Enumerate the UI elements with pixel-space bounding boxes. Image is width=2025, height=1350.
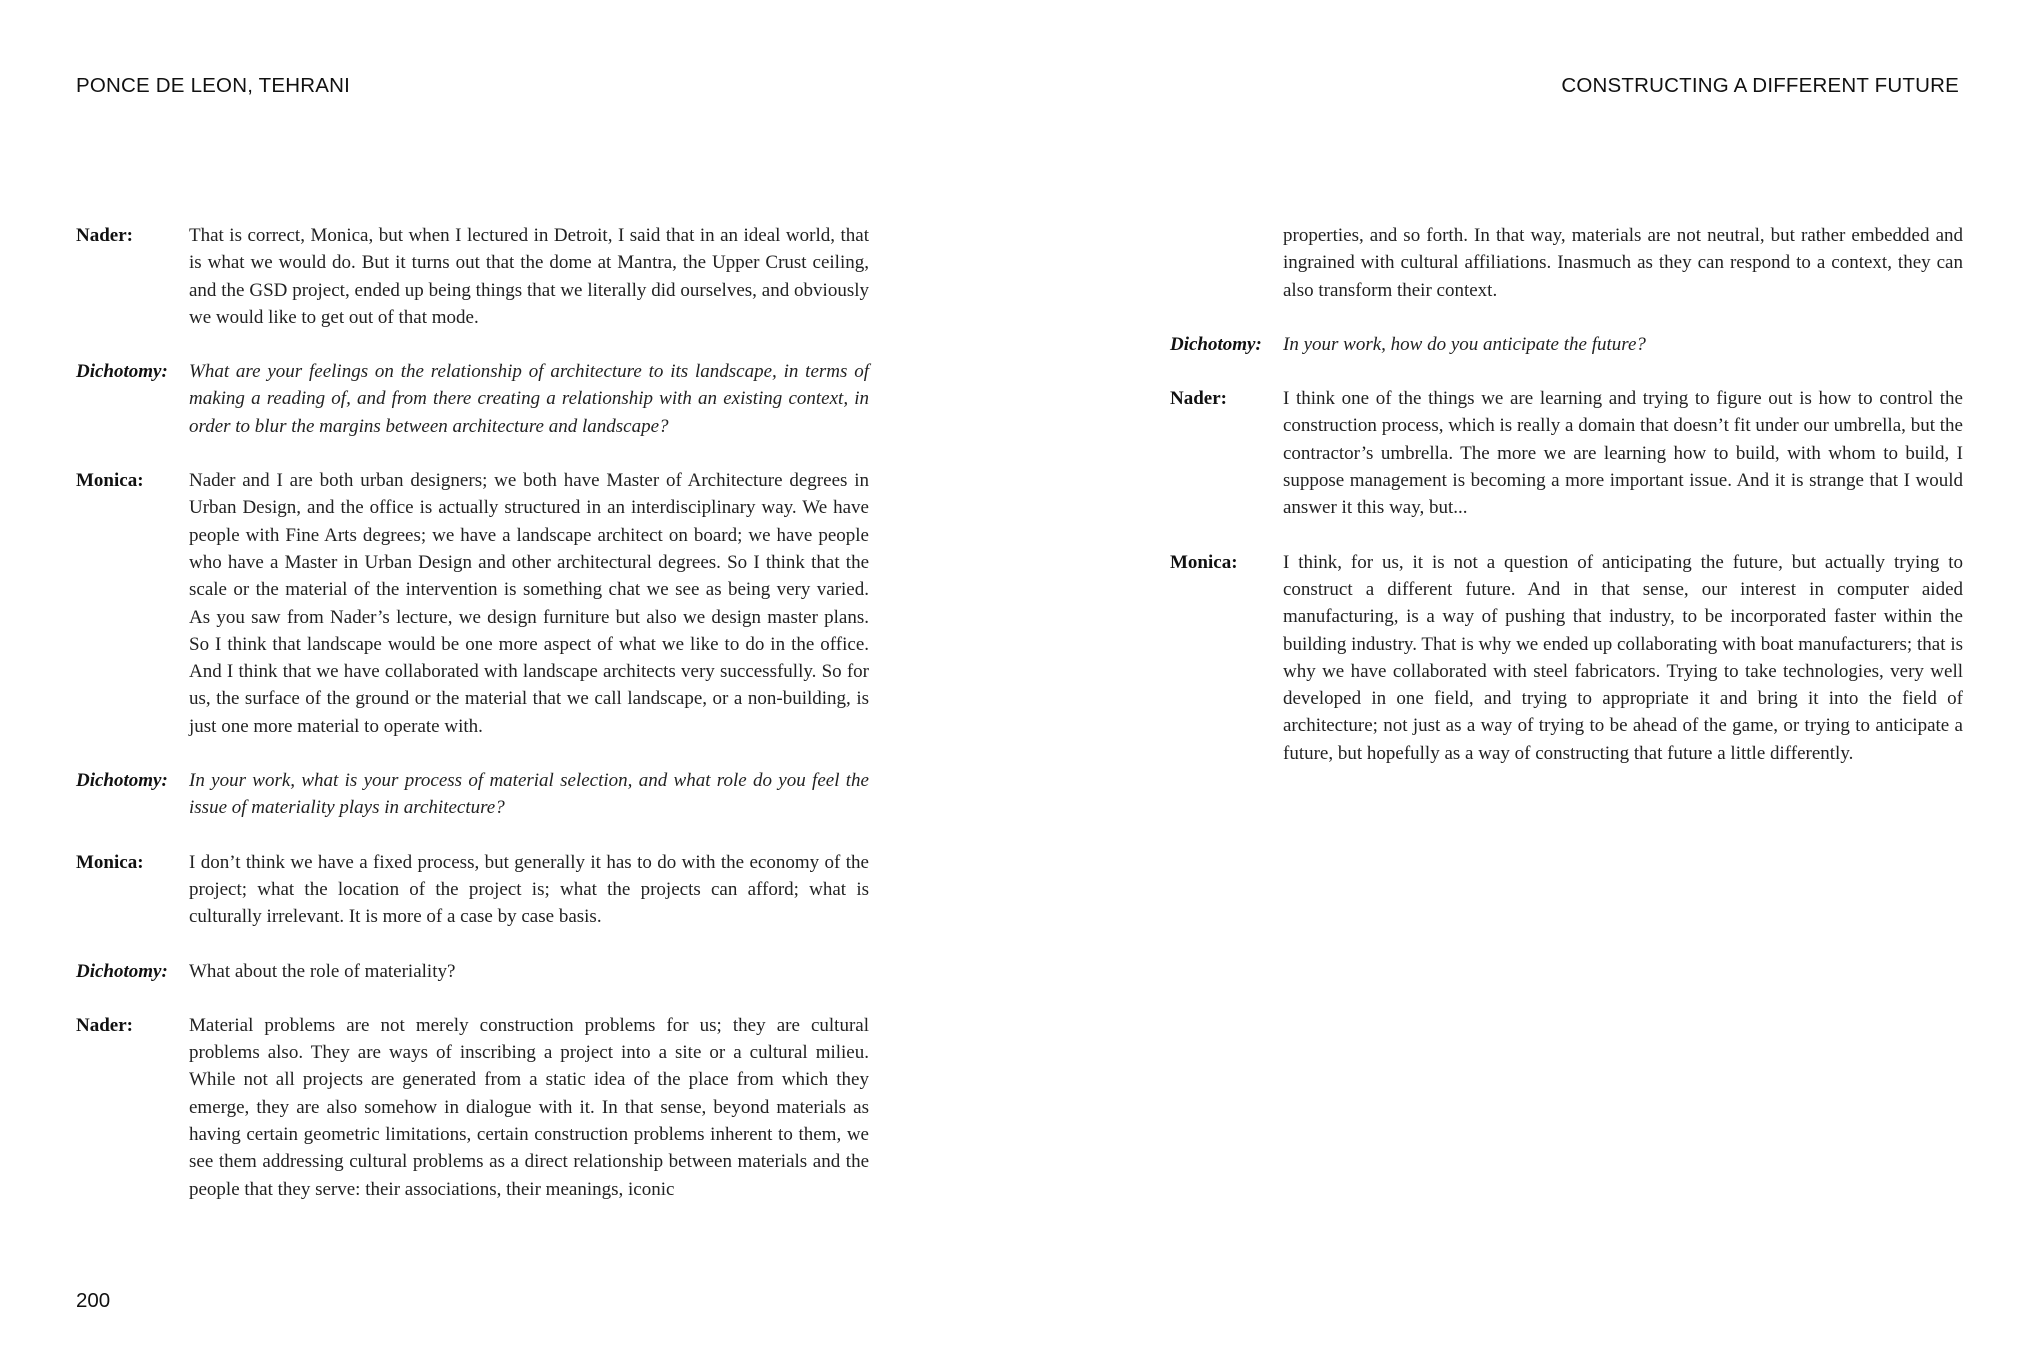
speaker-label: Monica:	[76, 851, 144, 873]
speaker-label: Dichotomy:	[76, 960, 168, 982]
interview-entry	[1170, 331, 1963, 358]
speaker-label: Dichotomy:	[76, 770, 168, 792]
interview-entry	[76, 467, 869, 740]
answer-text: Nader and I are both urban designers; we both have Master of Architecture degrees in Urban Design, and the office is actually structured in an interdisciplinary way. We have people with Fine Arts degrees; we have a landscape architect on board; we have people who have a Master in Urban Design and other architectural degrees. So I think that the scale or the material of the intervention is something chat we see as being very varied. As you saw from Nader’s lecture, we design furniture but also we design master plans. So I think that landscape would be one more aspect of what we like to do in the office. And I think that we have collaborated with landscape architects very successfully. So for us, the surface of the ground or the material that we call landscape, or a non-building, is just one more material to operate with.	[189, 470, 869, 737]
question-text: In your work, how do you anticipate the future?	[1283, 333, 1646, 355]
interview-entry	[76, 767, 869, 822]
right-column	[1170, 222, 1963, 794]
interview-entry-continued	[1170, 222, 1963, 304]
question-text: What are your feelings on the relationship of architecture to its landscape, in terms of making a reading of, and from there creating a relationship with an existing context, in order to blur the margins between architecture and landscape?	[189, 361, 869, 437]
speaker-label: Nader:	[76, 225, 133, 246]
running-head-title: CONSTRUCTING A DIFFERENT FUTURE	[1561, 74, 1959, 97]
answer-text: I don’t think we have a fixed process, but generally it has to do with the economy of the project; what the location of the project is; what the projects can afford; what is culturally irrelevant. It is more of a case by case basis.	[189, 851, 869, 928]
answer-text: Material problems are not merely construction problems for us; they are cultural problems also. They are ways of inscribing a project into a site or a cultural milieu. While not all projects are generated from a static idea of the place from which they emerge, they are also somehow in dialogue with it. In that sense, beyond materials as having certain geometric limitations, certain construction problems inherent to them, we see them addressing cultural problems as a direct relationship between materials and the people that they serve: their associations, their meanings, iconic	[189, 1014, 869, 1200]
interview-entry	[76, 358, 869, 440]
question-text: What about the role of materiality?	[189, 960, 456, 982]
interview-entry	[76, 222, 869, 331]
speaker-label: Dichotomy:	[1170, 333, 1262, 355]
answer-text: properties, and so forth. In that way, materials are not neutral, but rather embedded and ingrained with cultural affiliations. Inasmuch as they can respond to a context, they can also transform their context.	[1283, 225, 1963, 301]
speaker-label: Monica:	[1170, 551, 1238, 573]
speaker-label: Nader:	[1170, 388, 1227, 410]
speaker-label: Nader:	[76, 1014, 133, 1036]
interview-entry	[76, 958, 869, 985]
answer-text: That is correct, Monica, but when I lectured in Detroit, I said that in an ideal world, that is what we would do. But it turns out that the dome at Mantra, the Upper Crust ceiling, and the GSD project, ended up being things that we literally did ourselves, and obviously we would like to get out of that mode.	[189, 225, 869, 328]
interview-entry	[76, 1012, 869, 1203]
page-number: 200	[76, 1289, 111, 1312]
interview-entry	[1170, 385, 1963, 521]
running-head-authors: PONCE DE LEON, TEHRANI	[76, 74, 350, 97]
answer-text: I think one of the things we are learning and trying to figure out is how to control the construction process, which is really a domain that doesn’t fit under our umbrella, but the contractor’s umbrella. The more we are learning how to build, with whom to build, I suppose management is becoming a more important issue. And it is strange that I would answer it this way, but...	[1283, 388, 1963, 519]
left-column	[76, 222, 869, 1230]
interview-entry	[76, 849, 869, 931]
question-text: In your work, what is your process of material selection, and what role do you feel the issue of materiality plays in architecture?	[189, 770, 869, 819]
speaker-label: Dichotomy:	[76, 361, 168, 383]
answer-text: I think, for us, it is not a question of anticipating the future, but actually trying to construct a different future. And in that sense, our interest in computer aided manufacturing, is a way of pushing that industry, to be incorporated faster within the building industry. That is why we ended up collaborating with boat manufacturers; that is why we have collaborated with steel fabricators. Trying to take technologies, very well developed in one field, and trying to appropriate it and bring it into the field of architecture; not just as a way of trying to be ahead of the game, or trying to anticipate a future, but hopefully as a way of constructing that future a little differently.	[1283, 551, 1963, 764]
interview-entry	[1170, 549, 1963, 767]
speaker-label: Monica:	[76, 470, 144, 492]
